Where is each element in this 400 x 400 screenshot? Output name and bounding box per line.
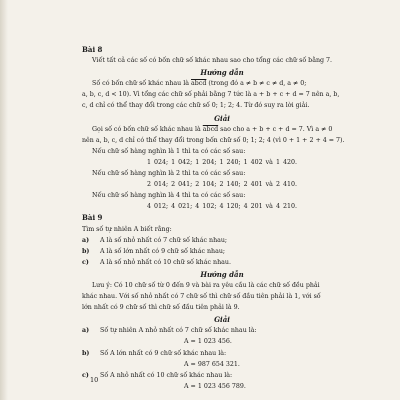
problem-9-statement: Tìm số tự nhiên A biết rằng:: [82, 225, 172, 233]
problem-8-solution-line-3: Nếu chữ số hàng nghìn là 1 thì ta có các số sau:: [92, 147, 246, 155]
problem-9-answer-b: b) Số A lớn nhất có 9 chữ số khác nhau là:: [82, 349, 227, 357]
problem-9-answer-c: c) Số A nhỏ nhất có 10 chữ số khác nhau là:: [82, 371, 233, 379]
overline-number-abcd: abcd: [202, 125, 219, 133]
problem-9-item-c: c) A là số nhỏ nhất có 10 chữ số khác nhau.: [82, 258, 231, 266]
page-number: 10: [90, 376, 99, 384]
problem-8-statement: Viết tất cả các số có bốn chữ số khác nhau sao cho tổng các chữ số bằng 7.: [92, 57, 333, 65]
problem-8-heading: Bài 8: [82, 45, 103, 54]
number-list-1: 1 024; 1 042; 1 204; 1 240; 1 402 và 1 420.: [147, 158, 297, 166]
problem-8-solution-line-5: Nếu chữ số hàng nghìn là 4 thì ta có các số sau:: [92, 192, 246, 200]
problem-9-hint-line-1: Lưu ý: Có 10 chữ số từ 0 đến 9 và bài ra yêu cầu là các chữ số đều phải: [92, 281, 320, 289]
problem-8-hint-line-1: Số có bốn chữ số khác nhau là abcd (trong đó a ≠ b ≠ c ≠ d, a ≠ 0;: [92, 80, 307, 88]
page-edge-shadow: [0, 0, 8, 400]
problem-9-formula-b: A = 987 654 321.: [184, 360, 240, 368]
problem-8-hint-line-3: c, d chỉ có thể thay đổi trong các chữ số 0; 1; 2; 4. Từ đó suy ra lời giải.: [82, 102, 310, 110]
overline-number-abcd: abcd: [191, 80, 207, 88]
problem-9-formula-a: A = 1 023 456.: [184, 338, 232, 346]
problem-9-hint-line-2: khác nhau. Với số nhỏ nhất có 7 chữ số thì chữ số đầu tiên phải là 1, với số: [82, 293, 321, 301]
problem-8-hint-heading: Hướng dẫn: [200, 68, 244, 78]
number-list-2: 2 014; 2 041; 2 104; 2 140; 2 401 và 2 410.: [147, 181, 297, 189]
problem-8-solution-line-1: Gọi số có bốn chữ số khác nhau là abcd sao cho a + b + c + d = 7. Vì a ≠ 0: [92, 125, 333, 133]
problem-9-solution-heading: Giải: [214, 315, 230, 325]
problem-9-hint-heading: Hướng dẫn: [200, 269, 244, 279]
problem-9-heading: Bài 9: [82, 213, 103, 223]
problem-8-solution-line-2: nên a, b, c, d chỉ có thể thay đổi trong bốn chữ số 0; 1; 2; 4 (vì 0 + 1 + 2 + 4 = 7).: [82, 136, 345, 144]
problem-9-formula-c: A = 1 023 456 789.: [184, 382, 246, 390]
number-list-3: 4 012; 4 021; 4 102; 4 120; 4 201 và 4 210.: [147, 203, 297, 211]
problem-8-solution-heading: Giải: [214, 113, 230, 123]
problem-9-item-a: a) A là số nhỏ nhất có 7 chữ số khác nhau;: [82, 236, 228, 244]
problem-9-item-b: b) A là số lớn nhất có 9 chữ số khác nhau;: [82, 247, 226, 255]
problem-9-answer-a: a) Số tự nhiên A nhỏ nhất có 7 chữ số khác nhau là:: [82, 327, 257, 335]
problem-9-hint-line-3: lớn nhất có 9 chữ số thì chữ số đầu tiên phải là 9.: [82, 304, 240, 312]
problem-8-solution-line-4: Nếu chữ số hàng nghìn là 2 thì ta có các số sau:: [92, 170, 246, 178]
problem-8-hint-line-2: a, b, c, d < 10). Vì tổng các chữ số phải bằng 7 tức là a + b + c + d = 7 nên a, b,: [82, 91, 340, 99]
